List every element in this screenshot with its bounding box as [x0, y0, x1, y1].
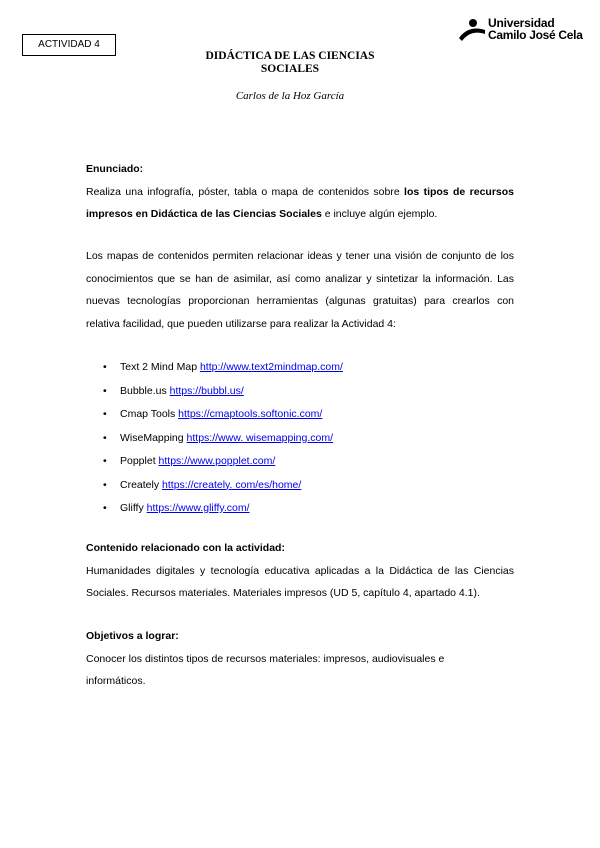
- tool-name: Text 2 Mind Map: [120, 361, 200, 373]
- objetivos-heading: Objetivos a lograr:: [86, 630, 179, 642]
- contenido-heading: Contenido relacionado con la actividad:: [86, 542, 285, 554]
- enunciado-text-bold: los tipos de recursos impresos en Didáctica de las Ciencias Sociales: [86, 185, 514, 220]
- list-item: [86, 380, 343, 404]
- objetivos-section: [86, 625, 514, 693]
- list-item: [86, 403, 343, 427]
- activity-badge: ACTIVIDAD 4: [22, 34, 116, 56]
- author-name: Carlos de la Hoz García: [235, 90, 345, 102]
- tool-link[interactable]: http://www.text2mindmap.com/: [199, 361, 343, 373]
- enunciado-section: [86, 158, 514, 226]
- contenido-section: [86, 537, 514, 605]
- bullet-icon: •: [103, 408, 107, 420]
- tools-list: [86, 356, 343, 521]
- tool-link[interactable]: https://www. wisemapping.com/: [186, 431, 334, 444]
- list-item: [86, 474, 343, 498]
- tool-name: Popplet: [120, 455, 159, 467]
- bullet-icon: •: [103, 431, 107, 444]
- university-logo: [458, 18, 584, 44]
- list-item: [86, 497, 343, 521]
- tool-link[interactable]: https://bubbl.us/: [169, 384, 244, 397]
- intro-paragraph: Los mapas de contenidos permiten relacionar ideas y tener una visión de conjunto de los conocimientos que se han de asimilar, así como analizar y sintetizar la información. Las nuevas tecnologías proporcionan herramientas (algunas gratuitas) para crearlos con relativa facilidad, que pueden utilizarse para realizar la Actividad 4:: [86, 250, 514, 330]
- logo-line2: Camilo José Cela: [488, 28, 583, 42]
- enunciado-text: [86, 181, 514, 226]
- list-item: [86, 427, 343, 451]
- title-line1: DIDÁCTICA DE LAS CIENCIAS: [205, 50, 375, 62]
- title-line2: SOCIALES: [260, 63, 320, 75]
- intro-section: [86, 245, 514, 335]
- bullet-icon: •: [103, 361, 107, 373]
- contenido-text: Humanidades digitales y tecnología educativa aplicadas a la Didáctica de las Ciencias Sociales. Recursos materiales. Materiales impresos (UD 5, capítulo 4, apartado 4.1).: [86, 564, 514, 599]
- logo-line1: Universidad: [488, 16, 555, 30]
- bullet-icon: •: [103, 478, 107, 491]
- bullet-icon: •: [103, 502, 107, 514]
- logo-mark-icon: [458, 18, 486, 42]
- enunciado-text-pre: Realiza una infografía, póster, tabla o mapa de contenidos sobre: [86, 185, 405, 198]
- list-item: [86, 356, 343, 380]
- tool-link[interactable]: https://www.gliffy.com/: [146, 502, 250, 514]
- tool-link[interactable]: https://www.popplet.com/: [158, 455, 276, 467]
- tool-name: Cmap Tools: [120, 408, 179, 420]
- enunciado-heading: Enunciado:: [86, 163, 144, 175]
- tool-link[interactable]: https://creately. com/es/home/: [162, 478, 302, 491]
- page-title: [180, 50, 400, 76]
- enunciado-text-post: e incluye algún ejemplo.: [321, 208, 438, 220]
- tool-link[interactable]: https://cmaptools.softonic.com/: [178, 408, 323, 420]
- tool-name: Creately: [120, 478, 163, 491]
- list-item: [86, 450, 343, 474]
- objetivos-text: Conocer los distintos tipos de recursos materiales: impresos, audiovisuales e informáticos.: [86, 652, 445, 687]
- tool-name: Gliffy: [120, 502, 147, 514]
- tool-name: WiseMapping: [120, 431, 187, 444]
- tool-name: Bubble.us: [120, 384, 170, 397]
- bullet-icon: •: [103, 384, 107, 397]
- bullet-icon: •: [103, 455, 107, 467]
